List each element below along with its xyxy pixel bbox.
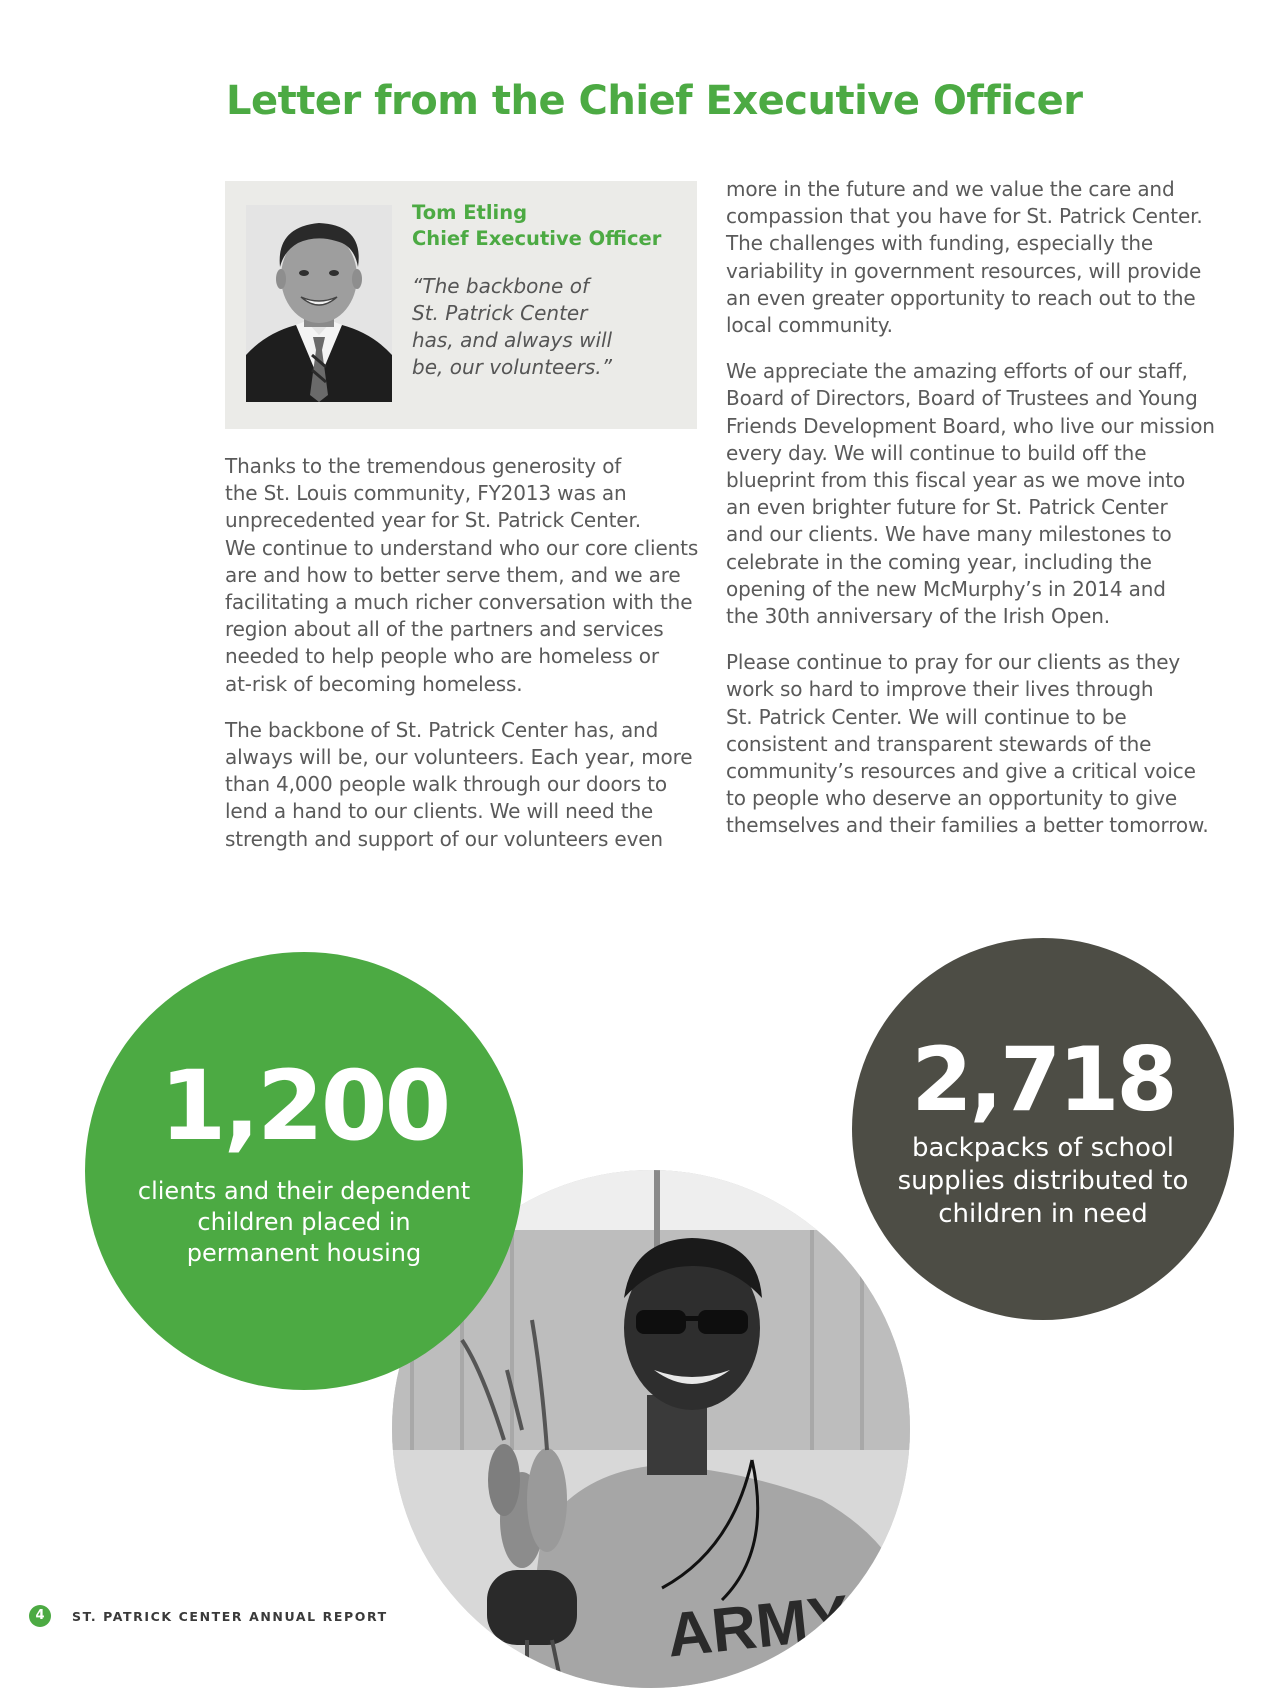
- text-line: work so hard to improve their lives through: [726, 677, 1154, 702]
- text-line: variability in government resources, will provide: [726, 258, 1202, 283]
- text-line: facilitating a much richer conversation with the: [225, 590, 693, 615]
- letter-left-column: [225, 453, 705, 872]
- backpacks-stat-number: 2,718: [911, 1028, 1175, 1131]
- text-line: to people who deserve an opportunity to give: [726, 786, 1178, 811]
- letter-paragraph: [726, 649, 1226, 839]
- text-line: opening of the new McMurphy’s in 2014 and: [726, 576, 1166, 601]
- text-line: The backbone of St. Patrick Center has, and: [225, 717, 659, 742]
- text-line: Board of Directors, Board of Trustees and Young: [726, 386, 1198, 411]
- text-line: local community.: [726, 313, 893, 338]
- text-line: compassion that you have for St. Patrick Center.: [726, 204, 1203, 229]
- letter-paragraph: [225, 453, 705, 698]
- quote-line: “The backbone of: [412, 274, 589, 298]
- housing-stat-circle: [85, 952, 523, 1390]
- stat-label-line: clients and their dependent: [137, 1177, 471, 1205]
- text-line: community’s resources and give a critical voice: [726, 759, 1196, 784]
- housing-stat-number: 1,200: [159, 1050, 449, 1162]
- text-line: are and how to better serve them, and we are: [225, 562, 681, 587]
- quote-line: has, and always will: [412, 328, 613, 352]
- text-line: themselves and their families a better tomorrow.: [726, 813, 1209, 838]
- letter-right-column: [726, 176, 1226, 859]
- letter-paragraph: [225, 717, 705, 853]
- shirt-text: ARMY: [663, 1582, 853, 1671]
- text-line: an even brighter future for St. Patrick Center: [726, 495, 1168, 520]
- footer-report-name: ST. PATRICK CENTER ANNUAL REPORT: [72, 1609, 388, 1624]
- text-line: We continue to understand who our core clients: [225, 535, 699, 560]
- text-line: unprecedented year for St. Patrick Center.: [225, 508, 641, 533]
- text-line: lend a hand to our clients. We will need the: [225, 799, 654, 824]
- text-line: blueprint from this fiscal year as we move into: [726, 468, 1186, 493]
- text-line: We appreciate the amazing efforts of our staff,: [726, 359, 1188, 384]
- stat-label-line: children in need: [938, 1199, 1148, 1229]
- text-line: consistent and transparent stewards of the: [726, 731, 1152, 756]
- text-line: the St. Louis community, FY2013 was an: [225, 481, 627, 506]
- stat-label-line: supplies distributed to: [897, 1166, 1189, 1196]
- ceo-portrait: [246, 205, 392, 402]
- text-line: Please continue to pray for our clients as they: [726, 650, 1181, 675]
- text-line: The challenges with funding, especially the: [726, 231, 1154, 256]
- backpacks-stat-label: [852, 1132, 1234, 1231]
- backpacks-stat-circle: [852, 938, 1234, 1320]
- stat-label-line: children placed in: [197, 1208, 411, 1236]
- text-line: every day. We will continue to build off the: [726, 440, 1147, 465]
- text-line: Thanks to the tremendous generosity of: [225, 454, 622, 478]
- text-line: an even greater opportunity to reach out to the: [726, 285, 1196, 310]
- text-line: always will be, our volunteers. Each year, more: [225, 745, 693, 770]
- text-line: St. Patrick Center. We will continue to be: [726, 704, 1127, 729]
- page-number-badge: 4: [29, 1605, 51, 1627]
- text-line: celebrate in the coming year, including the: [726, 549, 1152, 574]
- text-line: the 30th anniversary of the Irish Open.: [726, 604, 1110, 629]
- text-line: region about all of the partners and services: [225, 617, 664, 642]
- quote-line: St. Patrick Center: [412, 301, 588, 325]
- letter-paragraph: [726, 358, 1226, 630]
- stat-label-line: permanent housing: [186, 1239, 422, 1267]
- letter-paragraph: [726, 176, 1226, 339]
- page-title: Letter from the Chief Executive Officer: [226, 78, 1083, 124]
- ceo-quote: [412, 273, 682, 381]
- ceo-name: Tom Etling: [412, 201, 528, 224]
- ceo-role: Chief Executive Officer: [412, 227, 662, 250]
- text-line: strength and support of our volunteers even: [225, 826, 663, 851]
- stat-label-line: backpacks of school: [911, 1133, 1175, 1163]
- ceo-profile-box: [225, 181, 697, 429]
- housing-stat-label: [85, 1176, 523, 1269]
- text-line: more in the future and we value the care and: [726, 177, 1175, 201]
- text-line: Friends Development Board, who live our mission: [726, 413, 1215, 438]
- text-line: than 4,000 people walk through our doors to: [225, 772, 667, 797]
- quote-line: be, our volunteers.”: [412, 355, 612, 379]
- text-line: needed to help people who are homeless or: [225, 644, 659, 669]
- text-line: at-risk of becoming homeless.: [225, 671, 523, 696]
- text-line: and our clients. We have many milestones to: [726, 522, 1172, 547]
